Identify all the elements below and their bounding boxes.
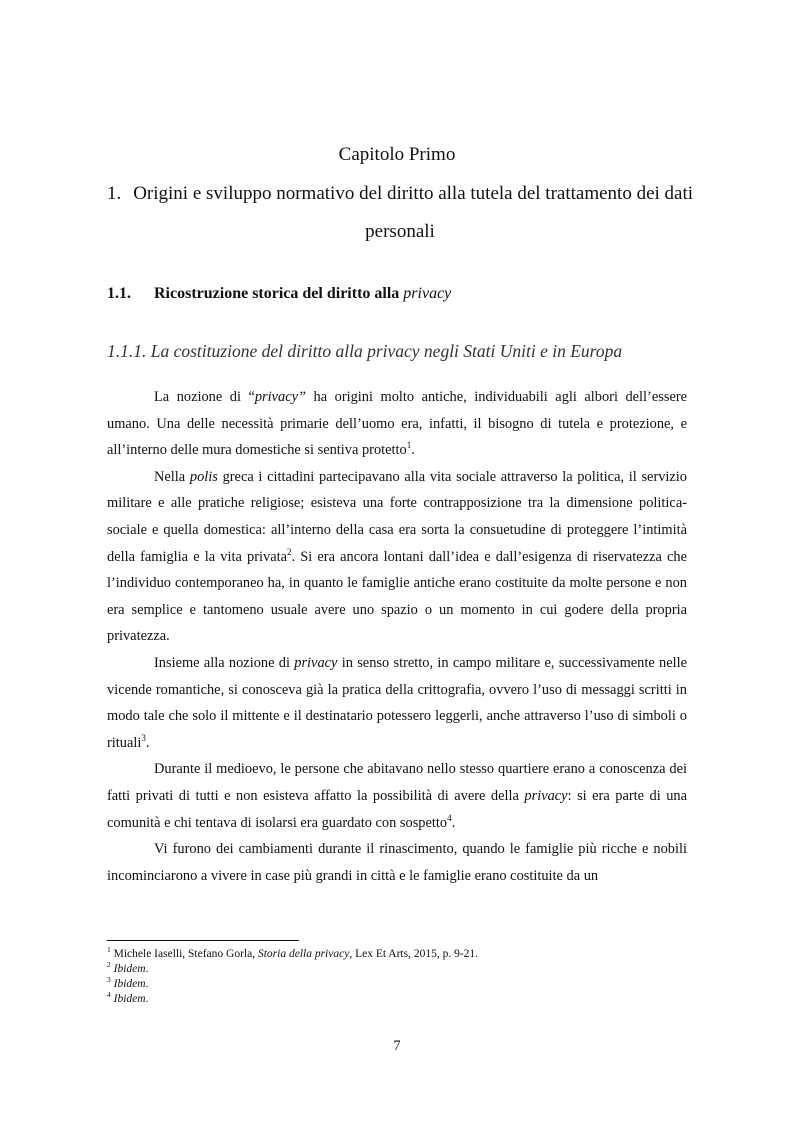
italic-term: Storia della privacy bbox=[257, 948, 350, 960]
chapter-number: 1. bbox=[106, 183, 122, 204]
footnote-number: 4 bbox=[107, 990, 111, 1000]
text-run: . bbox=[411, 442, 415, 459]
footnote bbox=[107, 947, 687, 962]
footnote-number: 1 bbox=[107, 945, 111, 955]
footnote bbox=[107, 962, 687, 977]
text-run: La nozione di “ bbox=[154, 389, 255, 405]
footnote-number: 2 bbox=[107, 960, 111, 970]
chapter-title-text: Origini e sviluppo normativo del diritto alla tutela del trattamento dei dati personali bbox=[133, 183, 694, 242]
text-run: . Si era ancora lontani dall’idea e dall’esigenza di riservatezza che l’individuo contemporaneo ha, in quanto le famiglie antiche erano costituite da molte persone e non era semplice e tantomeno usuale avere uno spazio o un momento in cui godere della propria privatezza. bbox=[107, 548, 687, 645]
page-number: 7 bbox=[393, 1038, 401, 1054]
footnote bbox=[107, 977, 687, 992]
text-run: ha origini molto antiche, individuabili agli albori dell’essere umano. Una delle necessità primarie dell’uomo era, infatti, il bisogno di tutela e protezione, e all’interno delle mura domestiche si sentiva protetto bbox=[107, 389, 688, 459]
text-run: Insieme alla nozione di bbox=[154, 654, 295, 671]
subsection-heading: 1.1.1. La costituzione del diritto alla privacy negli Stati Uniti e in Europa bbox=[107, 341, 623, 361]
paragraph bbox=[107, 756, 687, 836]
text-run: . bbox=[145, 963, 149, 975]
text-run: : si era parte di una comunità e chi tentava di isolarsi era guardato con sospetto bbox=[107, 787, 687, 831]
footnote-number: 3 bbox=[107, 975, 111, 985]
chapter-label: Capitolo Primo bbox=[338, 144, 456, 165]
paragraph bbox=[107, 384, 687, 464]
text-run: , Lex Et Arts, 2015, p. 9-21. bbox=[349, 948, 479, 960]
footnote-ref: 4 bbox=[447, 812, 452, 823]
section-heading bbox=[107, 282, 687, 306]
text-run: . bbox=[145, 993, 149, 1005]
body-text bbox=[107, 384, 687, 889]
text-run: Durante il medioevo, le persone che abitavano nello stesso quartiere erano a conoscenza dei fatti privati di tutti e non esisteva affatto la possibilità di avere della bbox=[107, 761, 687, 804]
footnote-divider bbox=[107, 940, 299, 941]
text-run: Vi furono dei cambiamenti durante il rinascimento, quando le famiglie più ricche e nobili incominciarono a vivere in case più grandi in città e le famiglie erano costituite da un bbox=[107, 841, 687, 884]
section-number: 1.1. bbox=[107, 285, 131, 302]
footnotes bbox=[107, 947, 687, 1007]
text-run: Michele Iaselli, Stefano Gorla, bbox=[110, 948, 258, 960]
text-run: . bbox=[451, 814, 456, 831]
text-run: . bbox=[145, 734, 150, 751]
paragraph bbox=[107, 836, 687, 889]
section-title-italic: privacy bbox=[403, 285, 452, 302]
italic-term: privacy” bbox=[254, 389, 307, 405]
italic-term: privacy bbox=[294, 654, 338, 671]
footnote-ref: 1 bbox=[406, 440, 412, 451]
footnote-ref: 2 bbox=[286, 546, 292, 557]
chapter-title bbox=[100, 175, 700, 251]
italic-term: Ibidem bbox=[113, 993, 146, 1005]
text-run: . bbox=[145, 978, 149, 990]
text-run: in senso stretto, in campo militare e, successivamente nelle vicende romantiche, si conosceva già la pratica della crittografia, ovvero l’uso di messaggi scritti in modo tale che solo il mittente e il destinatario potessero leggerli, anche attraverso l’uso di simboli o rituali bbox=[107, 654, 687, 751]
footnote bbox=[107, 992, 687, 1007]
italic-term: Ibidem bbox=[113, 963, 146, 975]
paragraph bbox=[107, 650, 687, 756]
paragraph bbox=[107, 464, 687, 650]
italic-term: polis bbox=[189, 468, 218, 485]
italic-term: privacy bbox=[524, 787, 568, 804]
italic-term: Ibidem bbox=[113, 978, 146, 990]
footnote-ref: 3 bbox=[141, 732, 146, 743]
text-run: Nella bbox=[154, 468, 190, 485]
text-run: greca i cittadini partecipavano alla vita sociale attraverso la politica, il servizio militare e alle pratiche religiose; esisteva una forte contrapposizione tra la dimensione politica-sociale e quella domestica: all’interno della casa era sorta la consuetudine di proteggere l’intimità della famiglia e la vita privata bbox=[107, 468, 688, 565]
section-title-text: Ricostruzione storica del diritto alla bbox=[154, 285, 404, 302]
